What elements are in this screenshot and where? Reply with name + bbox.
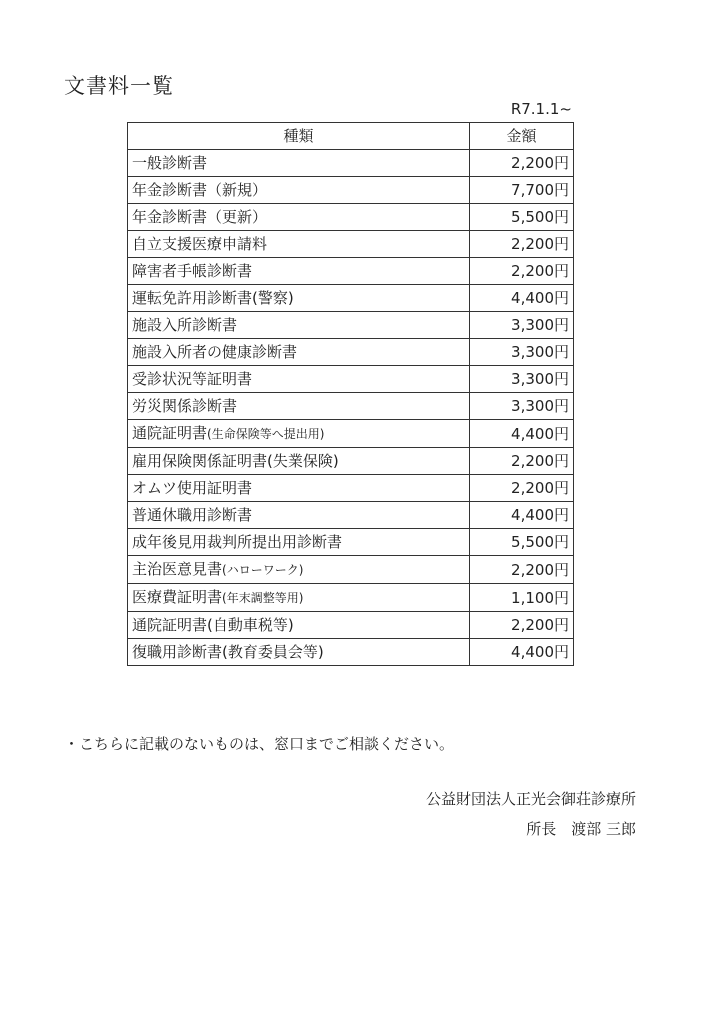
organization-name: 公益財団法人正光会御荘診療所 [425, 790, 636, 808]
document-type-label: オムツ使用証明書 [132, 479, 253, 497]
document-type-cell [128, 475, 470, 502]
table-row [128, 502, 574, 529]
document-type-label: 成年後見用裁判所提出用診断書 [132, 533, 343, 551]
table-row [128, 204, 574, 231]
price-cell: 2,200円 [470, 258, 574, 285]
document-type-label: 施設入所診断書 [132, 316, 238, 334]
price-cell: 5,500円 [470, 204, 574, 231]
document-type-cell [128, 285, 470, 312]
document-type-cell [128, 612, 470, 639]
table-row [128, 420, 574, 448]
document-type-note: (ハローワーク) [222, 563, 304, 577]
document-type-cell [128, 231, 470, 258]
price-cell: 3,300円 [470, 339, 574, 366]
price-cell: 2,200円 [470, 475, 574, 502]
document-type-note: (生命保険等へ提出用) [207, 427, 325, 441]
price-cell: 4,400円 [470, 285, 574, 312]
price-cell: 2,200円 [470, 612, 574, 639]
document-type-cell [128, 366, 470, 393]
table-row [128, 150, 574, 177]
price-cell: 3,300円 [470, 366, 574, 393]
price-cell: 4,400円 [470, 420, 574, 448]
document-type-label: 運転免許用診断書(警察) [132, 289, 294, 307]
document-type-cell [128, 556, 470, 584]
document-type-label: 復職用診断書(教育委員会等) [132, 643, 324, 661]
document-type-label: 労災関係診断書 [132, 397, 238, 415]
document-type-label: 自立支援医療申請料 [132, 235, 268, 253]
document-type-cell [128, 204, 470, 231]
price-cell: 4,400円 [470, 639, 574, 666]
price-cell: 1,100円 [470, 584, 574, 612]
table-row [128, 231, 574, 258]
document-type-cell [128, 639, 470, 666]
document-type-cell [128, 312, 470, 339]
table-row [128, 584, 574, 612]
document-type-label: 主治医意見書 [132, 560, 223, 578]
table-row [128, 366, 574, 393]
table-row [128, 312, 574, 339]
table-row [128, 339, 574, 366]
document-type-label: 通院証明書 [132, 424, 208, 442]
table-row [128, 285, 574, 312]
document-type-label: 受診状況等証明書 [132, 370, 253, 388]
header-price: 金額 [470, 123, 574, 150]
price-cell: 5,500円 [470, 529, 574, 556]
price-cell: 2,200円 [470, 448, 574, 475]
table-row [128, 612, 574, 639]
price-cell: 7,700円 [470, 177, 574, 204]
document-type-cell [128, 258, 470, 285]
price-cell: 2,200円 [470, 231, 574, 258]
document-type-cell [128, 393, 470, 420]
document-type-note: (年末調整等用) [222, 591, 304, 605]
price-cell: 2,200円 [470, 556, 574, 584]
document-type-cell [128, 339, 470, 366]
fee-table [127, 122, 574, 666]
document-type-cell [128, 502, 470, 529]
table-row [128, 475, 574, 502]
header-type: 種類 [128, 123, 470, 150]
director-name: 所長 渡部 三郎 [526, 820, 636, 838]
price-cell: 3,300円 [470, 393, 574, 420]
price-cell: 2,200円 [470, 150, 574, 177]
table-row [128, 448, 574, 475]
document-type-label: 通院証明書(自動車税等) [132, 616, 294, 634]
document-type-cell [128, 529, 470, 556]
page-title: 文書料一覧 [64, 74, 174, 98]
document-type-cell [128, 584, 470, 612]
fee-rows [128, 150, 574, 666]
document-type-label: 雇用保険関係証明書(失業保険) [132, 452, 339, 470]
price-cell: 3,300円 [470, 312, 574, 339]
price-cell: 4,400円 [470, 502, 574, 529]
document-type-cell [128, 150, 470, 177]
table-row [128, 556, 574, 584]
effective-date: R7.1.1~ [510, 100, 572, 118]
document-type-cell [128, 420, 470, 448]
table-row [128, 177, 574, 204]
document-type-label: 年金診断書（新規） [132, 181, 268, 199]
table-row [128, 529, 574, 556]
note-text: ・こちらに記載のないものは、窓口までご相談ください。 [64, 735, 455, 753]
document-type-cell [128, 448, 470, 475]
document-type-label: 障害者手帳診断書 [132, 262, 253, 280]
document-type-label: 施設入所者の健康診断書 [132, 343, 298, 361]
document-type-label: 医療費証明書 [132, 588, 223, 606]
document-type-label: 年金診断書（更新） [132, 208, 268, 226]
table-row [128, 639, 574, 666]
document-type-label: 普通休職用診断書 [132, 506, 253, 524]
table-row [128, 258, 574, 285]
document-type-cell [128, 177, 470, 204]
document-type-label: 一般診断書 [132, 154, 208, 172]
table-row [128, 393, 574, 420]
table-header-row [128, 123, 574, 150]
